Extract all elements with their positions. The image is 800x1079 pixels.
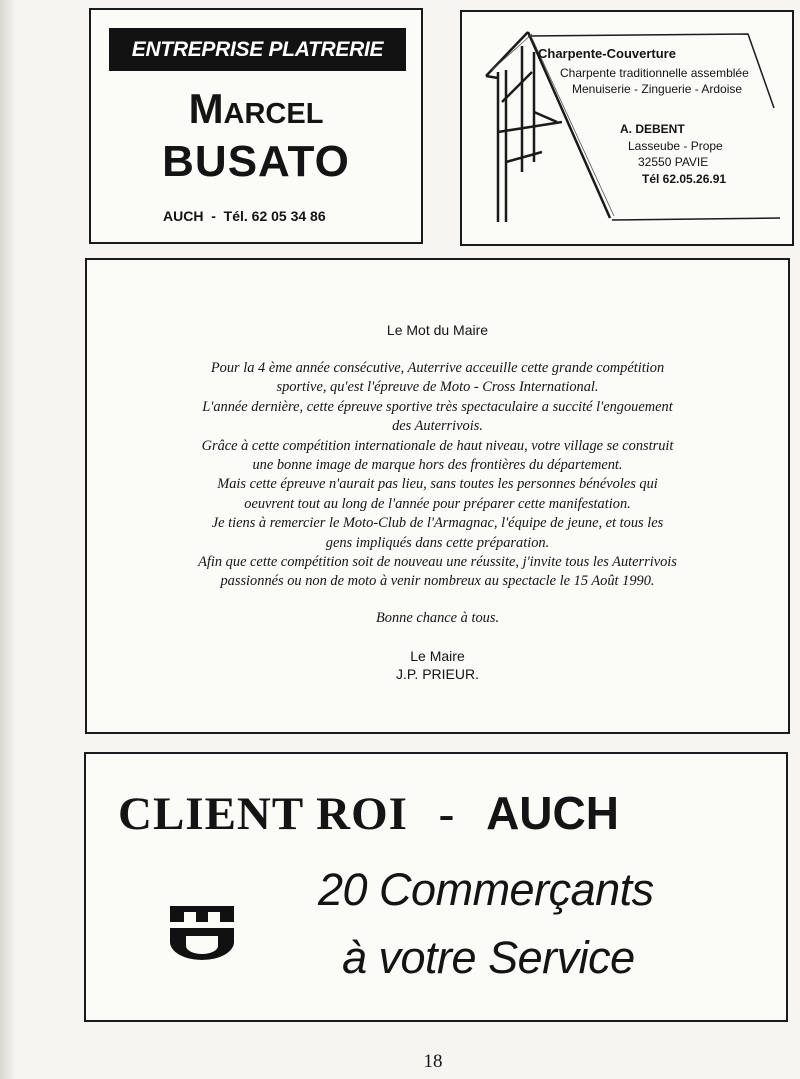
ad-busato (89, 8, 423, 244)
ad-debent-address1: Lasseube - Prope (628, 139, 723, 153)
ad-debent (460, 10, 794, 246)
mayor-word-line: une bonne image de marque hors des frontières du département. (252, 457, 623, 474)
ad-debent-phone: Tél 62.05.26.91 (642, 172, 727, 186)
mayor-word-body (87, 359, 788, 592)
mayor-word-line: passionnés ou non de moto à venir nombreux au spectacle le 15 Août 1990. (220, 573, 655, 590)
ad-debent-address2: 32550 PAVIE (638, 155, 709, 169)
mayor-word-box (85, 258, 790, 734)
ad-client-roi-tagline2: à votre Service (342, 932, 635, 983)
mayor-word-line: Mais cette épreuve n'aurait pas lieu, sans toutes les personnes bénévoles qui (217, 476, 658, 493)
mayor-word-line: Pour la 4 ème année consécutive, Auterrive acceuille cette grande compétition (210, 360, 665, 376)
mayor-word-line: gens impliqués dans cette préparation. (325, 534, 550, 551)
page-number: 18 (423, 1051, 443, 1072)
mayor-word-line: sportive, qu'est l'épreuve de Moto - Cross International. (276, 379, 599, 396)
mayor-signature-role: Le Maire (410, 648, 465, 664)
ad-client-roi-headline-left: CLIENT ROI (118, 788, 408, 840)
ad-debent-name: A. DEBENT (620, 122, 685, 136)
ad-busato-banner: ENTREPRISE PLATRERIE (109, 28, 406, 71)
ad-client-roi-headline-sep: - (438, 788, 456, 840)
ad-client-roi (84, 752, 788, 1022)
page-edge-shadow (0, 0, 16, 1079)
ad-debent-heading: Charpente-Couverture (538, 46, 676, 61)
mayor-word-line: Grâce à cette compétition internationale de haut niveau, votre village se construit (201, 437, 674, 454)
ad-debent-line1: Charpente traditionnelle assemblée (560, 66, 749, 80)
crown-logo-icon (164, 902, 240, 962)
mayor-word-line: L'année dernière, cette épreuve sportive très spectaculaire a succité l'engouement (202, 398, 673, 415)
ad-busato-first-name: Marcel (188, 85, 324, 132)
mayor-word-closing: Bonne chance à tous. (375, 610, 500, 626)
ad-busato-contact: AUCH - Tél. 62 05 34 86 (163, 208, 326, 224)
ad-client-roi-headline (118, 786, 619, 841)
mayor-word-line: oeuvrent tout au long de l'année pour préparer cette manifestation. (244, 495, 631, 512)
mayor-signature-name: J.P. PRIEUR. (396, 666, 479, 682)
ad-client-roi-headline-city: AUCH (486, 787, 619, 839)
mayor-word-line: Afin que cette compétition soit de nouveau une réussite, j'invite tous les Auterrivois (198, 554, 677, 571)
ad-client-roi-tagline1: 20 Commerçants (318, 864, 654, 915)
ad-busato-last-name: BUSATO (162, 137, 350, 186)
mayor-word-line: Je tiens à remercier le Moto-Club de l'Armagnac, l'équipe de jeune, et tous les (211, 515, 664, 532)
ad-debent-line2: Menuiserie - Zinguerie - Ardoise (572, 82, 743, 96)
mayor-word-title: Le Mot du Maire (386, 322, 489, 338)
mayor-word-line: des Auterrivois. (392, 418, 483, 435)
